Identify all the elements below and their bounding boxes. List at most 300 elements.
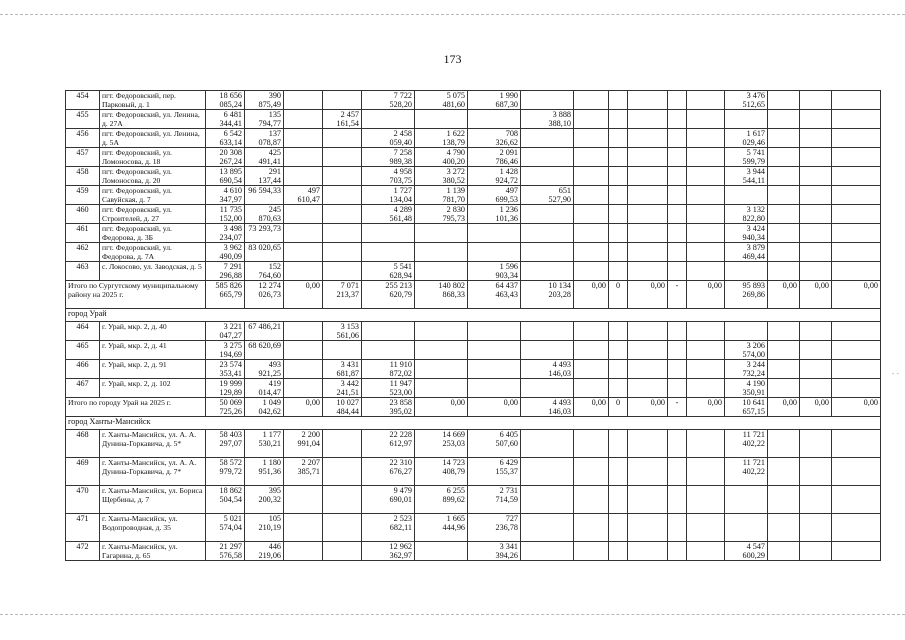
amount-cell [668,341,687,360]
amount-cell [574,205,609,224]
amount-cell: 4 289 561,48 [362,205,415,224]
amount-cell [725,486,768,514]
amount-cell [687,514,725,542]
amount-cell [415,360,468,379]
amount-cell [415,341,468,360]
table-row [66,148,881,167]
amount-cell: 1 617 029,46 [725,129,768,148]
table-row [66,186,881,205]
amount-cell [284,486,323,514]
amount-cell: 12 274 026,73 [245,281,284,309]
amount-cell [628,167,668,186]
amount-cell: 245 870,63 [245,205,284,224]
amount-cell: 13 895 690,54 [206,167,245,186]
amount-cell [468,341,521,360]
amount-cell: 6 542 633,14 [206,129,245,148]
amount-cell [284,129,323,148]
amount-cell: 497 610,47 [284,186,323,205]
amount-cell: 395 200,32 [245,486,284,514]
amount-cell [323,224,362,243]
amount-cell: 2 091 786,46 [468,148,521,167]
amount-cell [574,341,609,360]
amount-cell: 0,00 [468,398,521,417]
amount-cell: 1 236 101,36 [468,205,521,224]
amount-cell [609,129,628,148]
amount-cell [832,110,881,129]
amount-cell: 446 219,06 [245,542,284,561]
amount-cell [768,148,800,167]
row-number: 468 [66,430,100,458]
amount-cell [609,542,628,561]
amount-cell: 0,00 [832,398,881,417]
row-number: 460 [66,205,100,224]
amount-cell [668,262,687,281]
amount-cell [323,262,362,281]
amount-cell: 68 620,69 [245,341,284,360]
address-cell: пгт. Федоровский, ул. Ломоносова, д. 20 [100,167,206,186]
amount-cell [521,379,574,398]
amount-cell [362,243,415,262]
table-row [66,360,881,379]
amount-cell [574,243,609,262]
amount-cell [725,110,768,129]
amount-cell: 0 [609,281,628,309]
row-number: 464 [66,322,100,341]
amount-cell [668,129,687,148]
amount-cell: 0,00 [687,281,725,309]
row-number: 456 [66,129,100,148]
amount-cell: 11 910 872,02 [362,360,415,379]
row-number: 461 [66,224,100,243]
amount-cell [800,486,832,514]
amount-cell: 1 139 781,70 [415,186,468,205]
amount-cell: 493 921,25 [245,360,284,379]
amount-cell: 1 177 530,21 [245,430,284,458]
row-number: 458 [66,167,100,186]
amount-cell [323,430,362,458]
amount-cell: 3 275 194,69 [206,341,245,360]
amount-cell: 0,00 [574,281,609,309]
amount-cell [574,379,609,398]
amount-cell [521,542,574,561]
amount-cell [768,91,800,110]
amount-cell: 3 244 732,24 [725,360,768,379]
amount-cell [628,514,668,542]
amount-cell [800,514,832,542]
amount-cell: 3 498 234,07 [206,224,245,243]
amount-cell [415,110,468,129]
amount-cell: 22 310 676,27 [362,458,415,486]
amount-cell [768,243,800,262]
address-cell: г. Ханты-Мансийск, ул. Гагарина, д. 65 [100,542,206,561]
amount-cell: 1 049 042,62 [245,398,284,417]
amount-cell [800,91,832,110]
amount-cell: 23 574 353,41 [206,360,245,379]
amount-cell [800,458,832,486]
table-row [66,458,881,486]
amount-cell: 137 078,87 [245,129,284,148]
amount-cell [574,186,609,205]
amount-cell [521,148,574,167]
amount-cell: 4 610 347,97 [206,186,245,205]
amount-cell: 0,00 [628,281,668,309]
amount-cell: 419 014,47 [245,379,284,398]
margin-mark: - - [891,370,899,378]
amount-cell: 425 491,41 [245,148,284,167]
amount-cell [521,129,574,148]
amount-cell: 497 699,53 [468,186,521,205]
amount-cell [468,224,521,243]
amount-cell: 1 180 951,36 [245,458,284,486]
amount-cell [323,129,362,148]
city-header-row [66,417,881,430]
amount-cell [521,205,574,224]
amount-cell: 12 962 362,97 [362,542,415,561]
amount-cell: 2 523 682,11 [362,514,415,542]
amount-cell [284,148,323,167]
amount-cell [668,486,687,514]
amount-cell: 585 826 665,79 [206,281,245,309]
amount-cell [687,129,725,148]
total-label: Итого по Сургутскому муниципальному району на 2025 г. [66,281,206,309]
address-cell: г. Ханты-Мансийск, ул. А. А. Дунина-Горкавича, д. 5* [100,430,206,458]
amount-cell [668,430,687,458]
amount-cell: 18 862 504,54 [206,486,245,514]
amount-cell [609,458,628,486]
amount-cell: 23 858 395,02 [362,398,415,417]
amount-cell [284,341,323,360]
amount-cell: 3 272 380,52 [415,167,468,186]
total-label: Итого по городу Урай на 2025 г. [66,398,206,417]
register-table-body [66,91,881,561]
amount-cell [832,129,881,148]
amount-cell [609,360,628,379]
amount-cell [768,186,800,205]
address-cell: г. Урай, мкр. 2, д. 40 [100,322,206,341]
amount-cell [687,110,725,129]
amount-cell [609,186,628,205]
amount-cell: 727 236,78 [468,514,521,542]
amount-cell [668,91,687,110]
amount-cell [574,458,609,486]
amount-cell [832,514,881,542]
row-number: 470 [66,486,100,514]
amount-cell: 0,00 [284,281,323,309]
amount-cell [768,322,800,341]
amount-cell [574,129,609,148]
amount-cell: - [668,281,687,309]
city-header-row [66,309,881,322]
amount-cell: 64 437 463,43 [468,281,521,309]
table-row [66,224,881,243]
amount-cell [574,148,609,167]
amount-cell [628,379,668,398]
amount-cell [574,262,609,281]
amount-cell: 5 541 628,94 [362,262,415,281]
amount-cell [415,542,468,561]
amount-cell [284,514,323,542]
amount-cell: 1 990 687,30 [468,91,521,110]
amount-cell: 4 547 600,29 [725,542,768,561]
amount-cell [323,542,362,561]
city-name: город Ханты-Мансийск [66,417,881,430]
amount-cell [323,186,362,205]
table-row [66,542,881,561]
amount-cell: 14 723 408,79 [415,458,468,486]
amount-cell: 6 255 899,62 [415,486,468,514]
amount-cell [574,224,609,243]
amount-cell [725,322,768,341]
row-number: 457 [66,148,100,167]
amount-cell [323,243,362,262]
amount-cell [323,341,362,360]
amount-cell [628,129,668,148]
amount-cell: 4 493 146,03 [521,398,574,417]
amount-cell [687,542,725,561]
amount-cell [768,341,800,360]
amount-cell [725,514,768,542]
amount-cell [832,341,881,360]
amount-cell [609,262,628,281]
amount-cell [284,205,323,224]
amount-cell [628,486,668,514]
amount-cell [687,262,725,281]
amount-cell: 2 457 161,54 [323,110,362,129]
amount-cell [800,167,832,186]
amount-cell [768,458,800,486]
amount-cell [468,360,521,379]
row-number: 469 [66,458,100,486]
amount-cell [687,360,725,379]
amount-cell [284,110,323,129]
amount-cell [521,486,574,514]
amount-cell [521,341,574,360]
address-cell: пгт. Федоровский, ул. Ленина, д. 5А [100,129,206,148]
amount-cell [832,167,881,186]
amount-cell: 1 596 903,34 [468,262,521,281]
address-cell: г. Ханты-Мансийск, ул. А. А. Дунина-Горкавича, д. 7* [100,458,206,486]
amount-cell: 1 428 924,72 [468,167,521,186]
amount-cell [323,514,362,542]
amount-cell [362,341,415,360]
amount-cell [628,186,668,205]
amount-cell: 4 958 703,75 [362,167,415,186]
amount-cell: 0,00 [628,398,668,417]
amount-cell [574,360,609,379]
amount-cell [800,205,832,224]
amount-cell [800,341,832,360]
amount-cell [832,224,881,243]
amount-cell: 4 790 400,20 [415,148,468,167]
address-cell: пгт. Федоровский, ул. Ленина, д. 27А [100,110,206,129]
amount-cell [800,224,832,243]
amount-cell: 2 830 795,73 [415,205,468,224]
amount-cell: 3 132 822,80 [725,205,768,224]
amount-cell [284,167,323,186]
row-number: 463 [66,262,100,281]
amount-cell [609,110,628,129]
amount-cell [628,205,668,224]
amount-cell: 0,00 [574,398,609,417]
amount-cell [628,341,668,360]
amount-cell [521,322,574,341]
amount-cell [323,91,362,110]
amount-cell: 3 944 544,11 [725,167,768,186]
amount-cell: 3 341 394,26 [468,542,521,561]
amount-cell: 19 999 129,89 [206,379,245,398]
row-number: 455 [66,110,100,129]
amount-cell [609,322,628,341]
amount-cell [668,186,687,205]
amount-cell: 0,00 [800,281,832,309]
amount-cell [768,430,800,458]
amount-cell [687,430,725,458]
amount-cell [574,110,609,129]
address-cell: г. Ханты-Мансийск, ул. Водопроводная, д. 35 [100,514,206,542]
amount-cell: 96 594,33 [245,186,284,205]
amount-cell [628,430,668,458]
amount-cell: 0,00 [687,398,725,417]
amount-cell: 5 075 481,60 [415,91,468,110]
amount-cell [800,243,832,262]
amount-cell [687,91,725,110]
amount-cell: 7 258 989,38 [362,148,415,167]
amount-cell [800,542,832,561]
address-cell: г. Урай, мкр. 2, д. 41 [100,341,206,360]
amount-cell [323,167,362,186]
amount-cell: 291 137,44 [245,167,284,186]
amount-cell: 7 291 296,88 [206,262,245,281]
amount-cell: 255 213 620,79 [362,281,415,309]
amount-cell [687,458,725,486]
amount-cell: 10 134 203,28 [521,281,574,309]
amount-cell: 1 665 444,96 [415,514,468,542]
amount-cell [832,205,881,224]
amount-cell: 7 071 213,37 [323,281,362,309]
amount-cell [832,243,881,262]
amount-cell [668,542,687,561]
amount-cell: 2 207 385,71 [284,458,323,486]
amount-cell [628,224,668,243]
amount-cell [468,110,521,129]
amount-cell [832,262,881,281]
amount-cell [521,458,574,486]
amount-cell [574,167,609,186]
amount-cell: 67 486,21 [245,322,284,341]
amount-cell [609,91,628,110]
amount-cell [628,360,668,379]
amount-cell: 2 731 714,59 [468,486,521,514]
amount-cell: 140 802 868,33 [415,281,468,309]
amount-cell: 50 069 725,26 [206,398,245,417]
table-row [66,322,881,341]
row-number: 462 [66,243,100,262]
amount-cell [668,205,687,224]
amount-cell: 0,00 [415,398,468,417]
table-row [66,486,881,514]
amount-cell: 6 429 155,37 [468,458,521,486]
table-row [66,91,881,110]
amount-cell: 10 027 484,44 [323,398,362,417]
row-number: 465 [66,341,100,360]
amount-cell [800,262,832,281]
amount-cell: 14 669 253,03 [415,430,468,458]
amount-cell: 4 493 146,03 [521,360,574,379]
amount-cell [725,186,768,205]
amount-cell [628,91,668,110]
amount-cell: 1 727 134,04 [362,186,415,205]
amount-cell [521,91,574,110]
amount-cell [609,148,628,167]
amount-cell [628,542,668,561]
amount-cell: 20 308 267,24 [206,148,245,167]
amount-cell: 1 622 138,79 [415,129,468,148]
amount-cell [415,379,468,398]
amount-cell [521,262,574,281]
amount-cell: 0,00 [768,398,800,417]
amount-cell [725,262,768,281]
amount-cell [668,360,687,379]
amount-cell [284,243,323,262]
amount-cell: 0,00 [768,281,800,309]
amount-cell: 6 405 507,60 [468,430,521,458]
amount-cell [832,148,881,167]
amount-cell [284,224,323,243]
amount-cell: 10 641 657,15 [725,398,768,417]
amount-cell: 708 326,62 [468,129,521,148]
amount-cell [415,322,468,341]
address-cell: пгт. Федоровский, ул. Федорова, д. 3Б [100,224,206,243]
amount-cell [609,167,628,186]
amount-cell [832,91,881,110]
amount-cell [768,379,800,398]
table-row [66,110,881,129]
amount-cell [800,360,832,379]
amount-cell: 5 021 574,04 [206,514,245,542]
amount-cell [687,243,725,262]
amount-cell [574,322,609,341]
city-name: город Урай [66,309,881,322]
amount-cell: 95 893 269,86 [725,281,768,309]
amount-cell: 83 020,65 [245,243,284,262]
amount-cell [800,148,832,167]
amount-cell: 11 721 402,22 [725,430,768,458]
amount-cell [284,91,323,110]
amount-cell: 0,00 [832,281,881,309]
amount-cell [415,262,468,281]
amount-cell [609,430,628,458]
amount-cell: 0,00 [800,398,832,417]
amount-cell: 73 293,73 [245,224,284,243]
amount-cell [284,360,323,379]
amount-cell [832,360,881,379]
amount-cell [323,458,362,486]
amount-cell: 4 190 350,91 [725,379,768,398]
amount-cell [574,486,609,514]
amount-cell [800,110,832,129]
amount-cell [668,322,687,341]
amount-cell [668,148,687,167]
amount-cell [800,186,832,205]
address-cell: г. Урай, мкр. 2, д. 91 [100,360,206,379]
amount-cell: 390 875,49 [245,91,284,110]
amount-cell [362,110,415,129]
amount-cell [768,110,800,129]
total-row [66,281,881,309]
amount-cell [609,514,628,542]
amount-cell [832,542,881,561]
row-number: 454 [66,91,100,110]
